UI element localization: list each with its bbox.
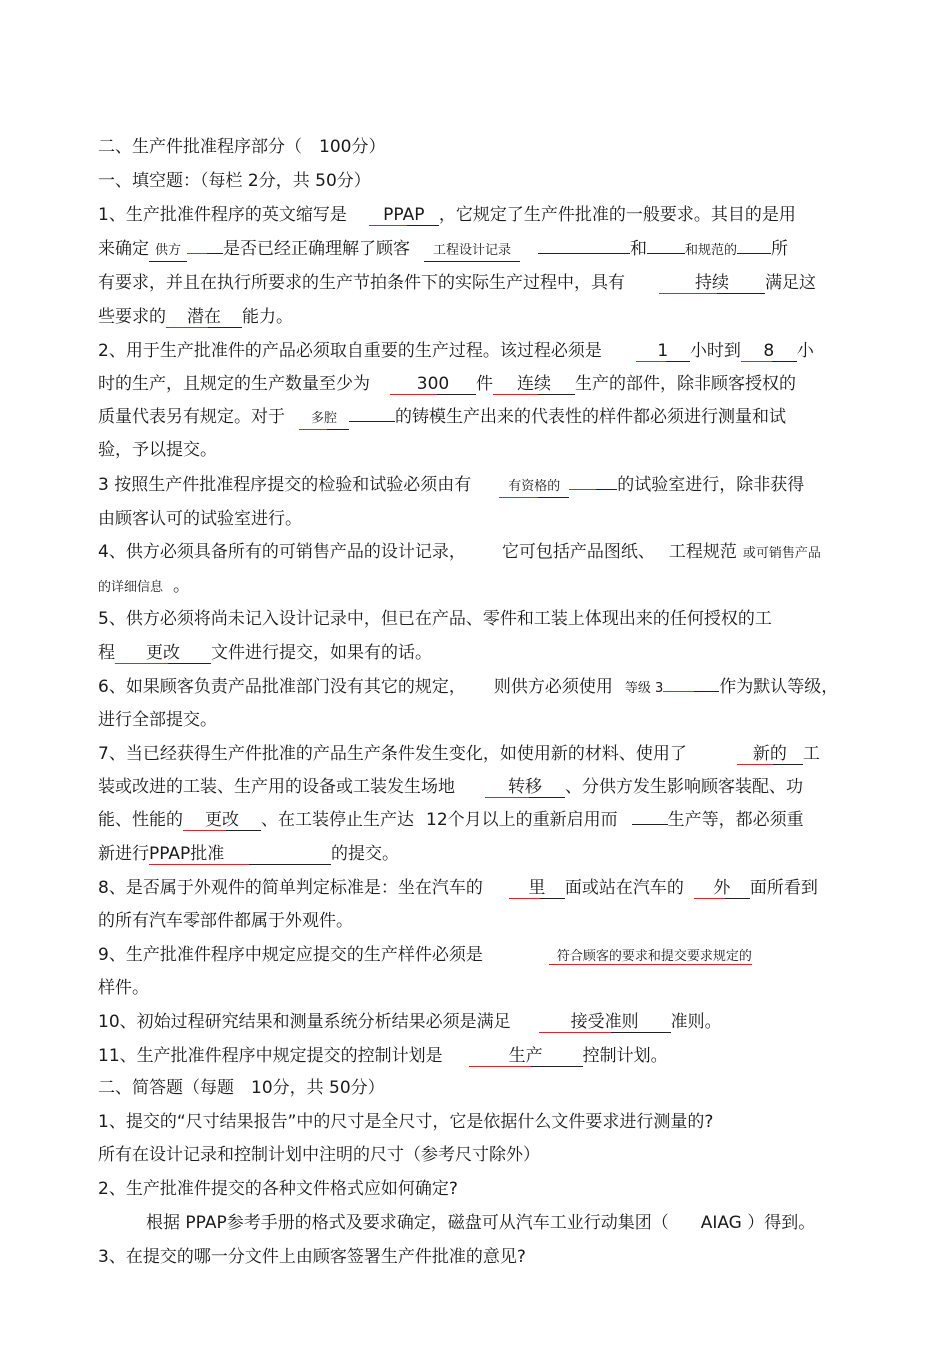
answer-blank: 多腔 <box>299 409 349 430</box>
short-heading: 二、简答题（每题 10分，共 50分） <box>98 1078 385 1098</box>
q2-line1: 2、用于生产批准件的产品必须取自重要的生产过程。该过程必须是 1 小时到 8 小 <box>98 341 814 361</box>
q1-line3: 有要求，并且在执行所要求的生产节拍条件下的实际生产过程中，具有 持续 满足这 <box>98 273 816 293</box>
short-q2: 2、生产批准件提交的各种文件格式应如何确定? <box>98 1179 458 1199</box>
answer-blank: 转移 <box>485 777 565 798</box>
short-q1: 1、提交的“尺寸结果报告”中的尺寸是全尺寸，它是依据什么文件要求进行测量的? <box>98 1112 714 1132</box>
short-a1: 所有在设计记录和控制计划中注明的尺寸（参考尺寸除外） <box>98 1145 540 1165</box>
answer-blank: 工程设计记录 <box>424 241 520 262</box>
answer-blank: 持续 <box>659 273 765 294</box>
answer-blank: 连续 <box>493 374 575 395</box>
q3-line2: 由顾客认可的试验室进行。 <box>98 509 302 529</box>
q7-line1: 7、当已经获得生产件批准的产品生产条件发生变化，如使用新的材料、使用了 新的 工 <box>98 744 820 764</box>
q7-line2: 装或改进的工装、生产用的设备或工装发生场地 转移 、分供方发生影响顾客装配、功 <box>98 777 803 797</box>
answer-blank: 有资格的 <box>499 477 569 498</box>
answer-blank: 符合顾客的要求和提交要求规定的 <box>549 949 752 965</box>
q5-line1: 5、供方必须将尚未记入设计记录中，但已在产品、零件和工装上体现出来的任何授权的工 <box>98 609 772 629</box>
answer-blank: 更改 <box>115 643 211 664</box>
answer-blank: 生产 <box>469 1046 583 1067</box>
q6-line1: 6、如果顾客负责产品批准部门没有其它的规定， 则供方必须使用 等级 3 作为默认等级， <box>98 677 839 697</box>
answer-blank: 接受准则 <box>539 1012 671 1033</box>
q11-line: 11、生产批准件程序中规定提交的控制计划是 生产 控制计划。 <box>98 1046 668 1066</box>
q10-line: 10、初始过程研究结果和测量系统分析结果必须是满足 接受准则 准则。 <box>98 1012 722 1032</box>
section-title: 二、生产件批准程序部分（ 100分） <box>98 137 386 157</box>
q9-line1: 9、生产批准件程序中规定应提交的生产样件必须是 符合顾客的要求和提交要求规定的 <box>98 945 752 965</box>
q8-line1: 8、是否属于外观件的简单判定标准是：坐在汽车的 里 面或站在汽车的 外 面所看到 <box>98 878 818 898</box>
answer-blank: 新的 <box>737 744 803 765</box>
q7-line4: 新进行PPAP批准 的提交。 <box>98 844 399 864</box>
answer-blank: 潜在 <box>166 307 242 328</box>
answer-blank: PPAP <box>369 205 439 226</box>
q2-line3: 质量代表另有规定。对于 多腔 的铸模生产出来的代表性的样件都必须进行测量和试 <box>98 406 786 430</box>
answer-blank: 更改 <box>183 810 261 831</box>
q1-line2: 来确定 供方 是否已经正确理解了顾客 工程设计记录 和 和规范的 所 <box>98 238 788 262</box>
q8-line2: 的所有汽车零部件都属于外观件。 <box>98 911 353 931</box>
answer-blank: 等级 3 <box>624 681 664 696</box>
answer-blank: 供方 <box>149 241 187 262</box>
fill-heading: 一、填空题：（每栏 2分，共 50分） <box>98 171 371 191</box>
q4-line2: 的详细信息 。 <box>98 576 191 596</box>
short-q3: 3、在提交的哪一分文件上由顾客签署生产件批准的意见? <box>98 1247 526 1267</box>
q1-line1: 1、生产批准件程序的英文缩写是 PPAP ，它规定了生产件批准的一般要求。其目的是用 <box>98 205 796 225</box>
q2-line2: 时的生产，且规定的生产数量至少为 300 件 连续 生产的部件，除非顾客授权的 <box>98 374 796 394</box>
q1-line4: 些要求的 潜在 能力。 <box>98 307 293 327</box>
q2-line4: 验，予以提交。 <box>98 440 217 460</box>
q7-line3: 能、性能的 更改 、在工装停止生产达 12个月以上的重新启用而 生产等，都必须重 <box>98 810 804 830</box>
q6-line2: 进行全部提交。 <box>98 710 217 730</box>
q5-line2: 程 更改 文件进行提交，如果有的话。 <box>98 643 432 663</box>
q4-line1: 4、供方必须具备所有的可销售产品的设计记录， 它可包括产品图纸、 工程规范 或可销售产品 <box>98 542 821 562</box>
answer-blank: 1 <box>636 341 690 362</box>
answer-blank: 里 <box>509 878 565 899</box>
short-a2: 根据 PPAP参考手册的格式及要求确定，磁盘可从汽车工业行动集团（ AIAG ）得到。 <box>146 1213 816 1233</box>
answer-blank: 300 <box>390 374 476 395</box>
q9-line2: 样件。 <box>98 978 149 998</box>
q3-line1: 3 按照生产件批准程序提交的检验和试验必须由有 有资格的 的试验室进行，除非获得 <box>98 474 804 498</box>
answer-blank: 8 <box>741 341 797 362</box>
answer-blank: PPAP批准 <box>149 844 331 865</box>
answer-blank: 外 <box>694 878 750 899</box>
